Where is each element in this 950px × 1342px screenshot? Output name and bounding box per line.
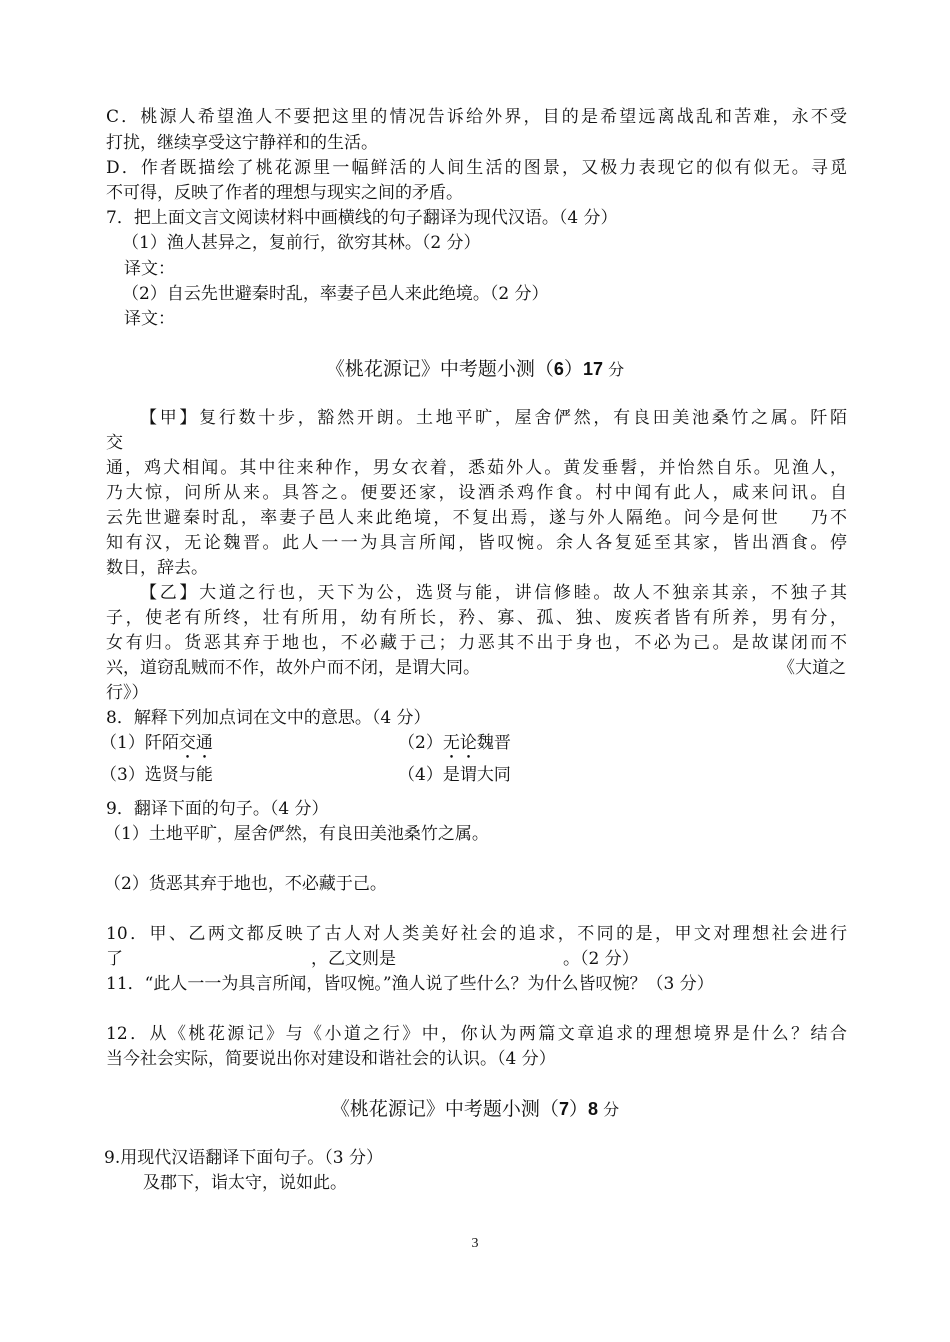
question-7-item-1: （1）渔人甚异之，复前行，欲穷其林。（2 分）	[122, 233, 481, 253]
passage-jia-line6: 数日，辞去。	[106, 558, 208, 578]
q8-item-4-word: 谓	[459, 765, 477, 785]
question-10-line1: 10．甲、乙两文都反映了古人对人类美好社会的追求，不同的是，甲文对理想社会进行	[106, 924, 847, 944]
heading-6-close: ）	[563, 358, 583, 380]
q8-item-2-prefix: （2）	[398, 733, 443, 753]
question-10-end: 。（2 分）	[563, 949, 639, 969]
heading-7-close: ）	[568, 1098, 588, 1120]
heading-7-unit: 分	[597, 1100, 620, 1119]
passage-yi-line2: 子，使老有所终，壮有所用，幼有所长，矜、寡、孤、独、废疾者皆有所养，男有分，	[106, 608, 847, 628]
q8-item-1-prefix: （1）阡陌	[100, 733, 179, 753]
passage-jia-line3: 乃大惊，问所从来。具答之。便要还家，设酒杀鸡作食。村中闻有此人，咸来问讯。自	[106, 483, 847, 503]
passage-yi-line3: 女有归。货恶其弃于地也，不必藏于己；力恶其不出于身也，不必为己。是故谋闭而不	[106, 633, 847, 653]
passage-yi-line1: 【乙】大道之行也，天下为公，选贤与能，讲信修睦。故人不独亲其亲，不独子其	[140, 583, 847, 603]
page-number: 3	[471, 1236, 479, 1251]
q8-item-3-prefix: （3）选	[100, 765, 162, 785]
question-9-sentence-1: （1）土地平旷，屋舍俨然，有良田美池桑竹之属。	[104, 824, 489, 844]
question-9b: 9.用现代汉语翻译下面句子。（3 分）	[104, 1148, 383, 1168]
question-12-line2: 当今社会实际，简要说出你对建设和谐社会的认识。（4 分）	[106, 1049, 556, 1069]
q8-item-4-prefix: （4）是	[398, 765, 460, 785]
q8-item-2-dotted: 无论	[442, 733, 477, 753]
question-10-middle: ，乙文则是	[311, 949, 396, 969]
option-d-line2: 不可得，反映了作者的理想与现实之间的矛盾。	[106, 183, 463, 203]
option-c-line2: 打扰，继续享受这宁静祥和的生活。	[106, 133, 378, 153]
question-7-item-2-answer-label: 译文：	[124, 309, 175, 329]
question-7: 7．把上面文言文阅读材料中画横线的句子翻译为现代汉语。（4 分）	[106, 208, 618, 228]
option-c-line1: C．桃源人希望渔人不要把这里的情况告诉给外界，目的是希望远离战乱和苦难，永不受	[106, 107, 847, 127]
passage-jia-line2: 通，鸡犬相闻。其中往来种作，男女衣着，悉茹外人。黄发垂髫，并怡然自乐。见渔人，	[106, 458, 847, 478]
passage-jia-line5: 知有汉，无论魏晋。此人一一为具言所闻，皆叹惋。余人各复延至其家，皆出酒食。停	[106, 533, 847, 553]
q8-item-2-suffix: 魏晋	[476, 733, 511, 753]
question-9b-sentence: 及郡下，诣太守，说如此。	[143, 1173, 347, 1193]
passage-yi-line5: 行》）	[106, 683, 149, 703]
question-11: 11．“此人一一为具言所闻，皆叹惋。”渔人说了些什么？为什么皆叹惋？（3 分）	[106, 974, 714, 994]
question-8-item-1	[100, 731, 213, 763]
question-7-item-1-answer-label: 译文：	[124, 259, 175, 279]
q8-item-3-word-1: 贤	[161, 765, 179, 785]
question-8-item-3	[100, 763, 213, 787]
section-heading-7	[0, 1094, 950, 1121]
heading-6-title: 《桃花源记》中考题小测（	[325, 358, 554, 380]
passage-jia-line1: 【甲】复行数十步，豁然开朗。土地平旷，屋舍俨然，有良田美池桑竹之属。阡陌	[140, 408, 847, 428]
q8-item-1-dotted: 交通	[178, 733, 213, 753]
option-d-line1: D．作者既描绘了桃花源里一幅鲜活的人间生活的图景，又极力表现它的似有似无。寻觅	[106, 158, 847, 178]
section-heading-6	[0, 354, 950, 381]
question-12-line1: 12．从《桃花源记》与《小道之行》中，你认为两篇文章追求的理想境界是什么？结合	[106, 1024, 847, 1044]
question-8: 8．解释下列加点词在文中的意思。（4 分）	[106, 708, 431, 728]
passage-jia-line1b: 交	[106, 433, 123, 453]
heading-6-score: 17	[582, 359, 603, 379]
heading-6-unit: 分	[602, 360, 625, 379]
question-9-sentence-2: （2）货恶其弃于地也，不必藏于己。	[104, 874, 387, 894]
passage-jia-line4: 云先世避秦时乱，率妻子邑人来此绝境，不复出焉，遂与外人隔绝。问今是何世 乃不	[106, 508, 847, 528]
passage-yi-source: 《大道之	[778, 658, 846, 678]
question-7-item-2: （2）自云先世避秦时乱，率妻子邑人来此绝境。（2 分）	[122, 284, 549, 304]
q8-item-3-mid: 与	[178, 765, 196, 785]
heading-7-title: 《桃花源记》中考题小测（	[330, 1098, 559, 1120]
q8-item-4-suffix: 大同	[476, 765, 511, 785]
question-8-item-4	[398, 763, 511, 787]
question-8-item-2	[398, 731, 511, 763]
question-9: 9．翻译下面的句子。（4 分）	[106, 799, 329, 819]
passage-yi-line4: 兴，道窃乱贼而不作，故外户而不闭，是谓大同。	[106, 658, 480, 678]
heading-7-number: 7	[558, 1099, 569, 1119]
heading-7-score: 8	[587, 1099, 598, 1119]
q8-item-3-word-2: 能	[195, 765, 213, 785]
question-10-blank-start: 了	[106, 949, 123, 969]
heading-6-number: 6	[553, 359, 564, 379]
